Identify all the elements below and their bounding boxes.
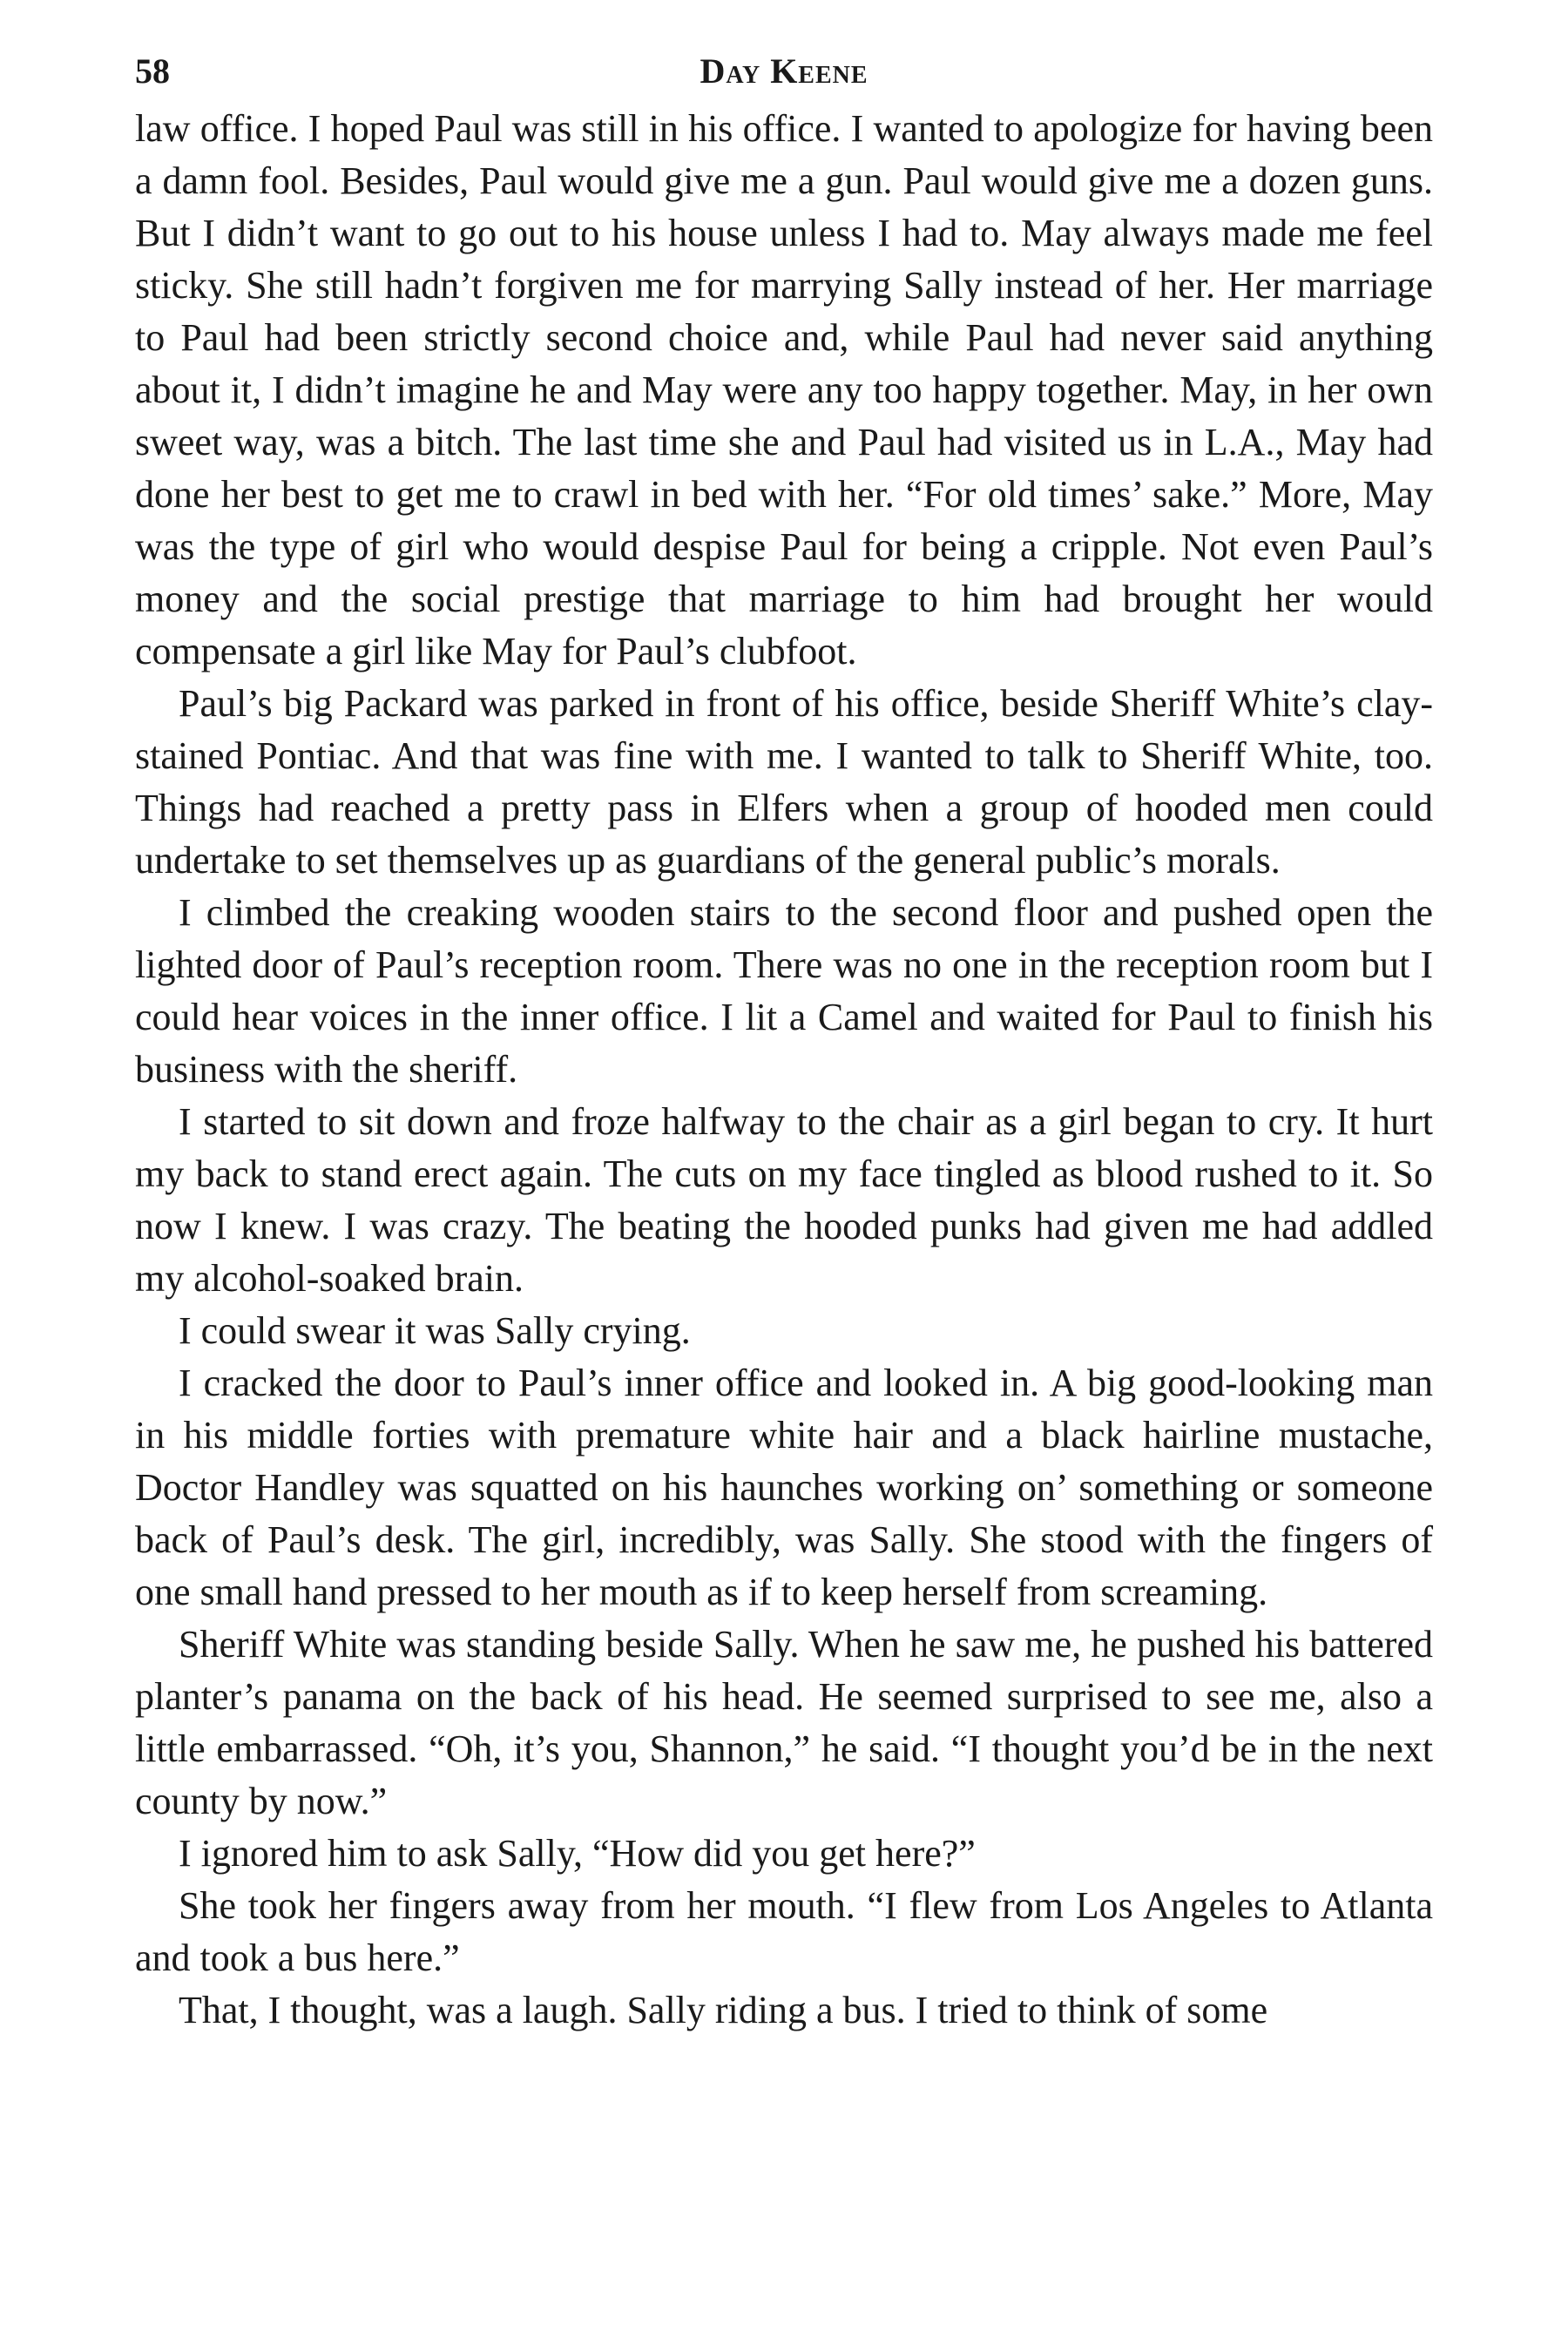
paragraph: I climbed the creaking wooden stairs to the second floor and pushed open the lighted door of Paul’s reception room. There was no one in the reception room but I could hear voices in the inner office. I lit a Camel and waited for Paul to finish his business with the sheriff. (135, 891, 1433, 1091)
paragraph: I ignored him to ask Sally, “How did you get here?” (179, 1832, 976, 1875)
book-page (135, 51, 1433, 2037)
paragraph: Paul’s big Packard was parked in front of his office, beside Sheriff White’s clay-stained Pontiac. And that was fine with me. I wanted to talk to Sheriff White, too. Things had reached a pretty pass in Elfers when a group of hooded men could undertake to set themselves up as guardians of the general public’s morals. (135, 682, 1433, 882)
paragraph: That, I thought, was a laugh. Sally riding a bus. I tried to think of some (179, 1989, 1268, 2031)
running-head-author: Day Keene (700, 51, 868, 91)
paragraph: I started to sit down and froze halfway to the chair as a girl began to cry. It hurt my back to stand erect again. The cuts on my face tingled as blood rushed to it. So now I knew. I was crazy. The beating the hooded punks had given me had addled my alcohol-soaked brain. (135, 1100, 1433, 1300)
paragraph: She took her fingers away from her mouth. “I flew from Los Angeles to Atlanta and took a bus here.” (135, 1884, 1433, 1979)
paragraph: Sheriff White was standing beside Sally. When he saw me, he pushed his battered planter’s panama on the back of his head. He seemed surprised to see me, also a little embarrassed. “Oh, it’s you, Shannon,” he said. “I thought you’d be in the next county by now.” (135, 1623, 1433, 1822)
page-number: 58 (135, 51, 170, 91)
paragraph: I could swear it was Sally crying. (179, 1309, 691, 1352)
paragraph: law office. I hoped Paul was still in his office. I wanted to apologize for having been a damn fool. Besides, Paul would give me a gun. Paul would give me a dozen guns. But I didn’t want to go out to his house unless I had to. May always made me feel sticky. She still hadn’t forgiven me for marrying Sally instead of her. Her marriage to Paul had been strictly second choice and, while Paul had never said anything about it, I didn’t imagine he and May were any too happy together. May, in her own sweet way, was a bitch. The last time she and Paul had visited us in L.A., May had done her best to get me to crawl in bed with her. “For old times’ sake.” More, May was the type of girl who would despise Paul for being a cripple. Not even Paul’s money and the social prestige that marriage to him had brought her would compensate a girl like May for Paul’s clubfoot. (135, 107, 1433, 672)
paragraph: I cracked the door to Paul’s inner office and looked in. A big good-looking man in his middle forties with premature white hair and a black hairline mustache, Doctor Handley was squatted on his haunches working on’ something or someone back of Paul’s desk. The girl, incredibly, was Sally. She stood with the fingers of one small hand pressed to her mouth as if to keep herself from screaming. (135, 1362, 1433, 1613)
body-text (135, 103, 1433, 2037)
running-head (135, 51, 1433, 103)
